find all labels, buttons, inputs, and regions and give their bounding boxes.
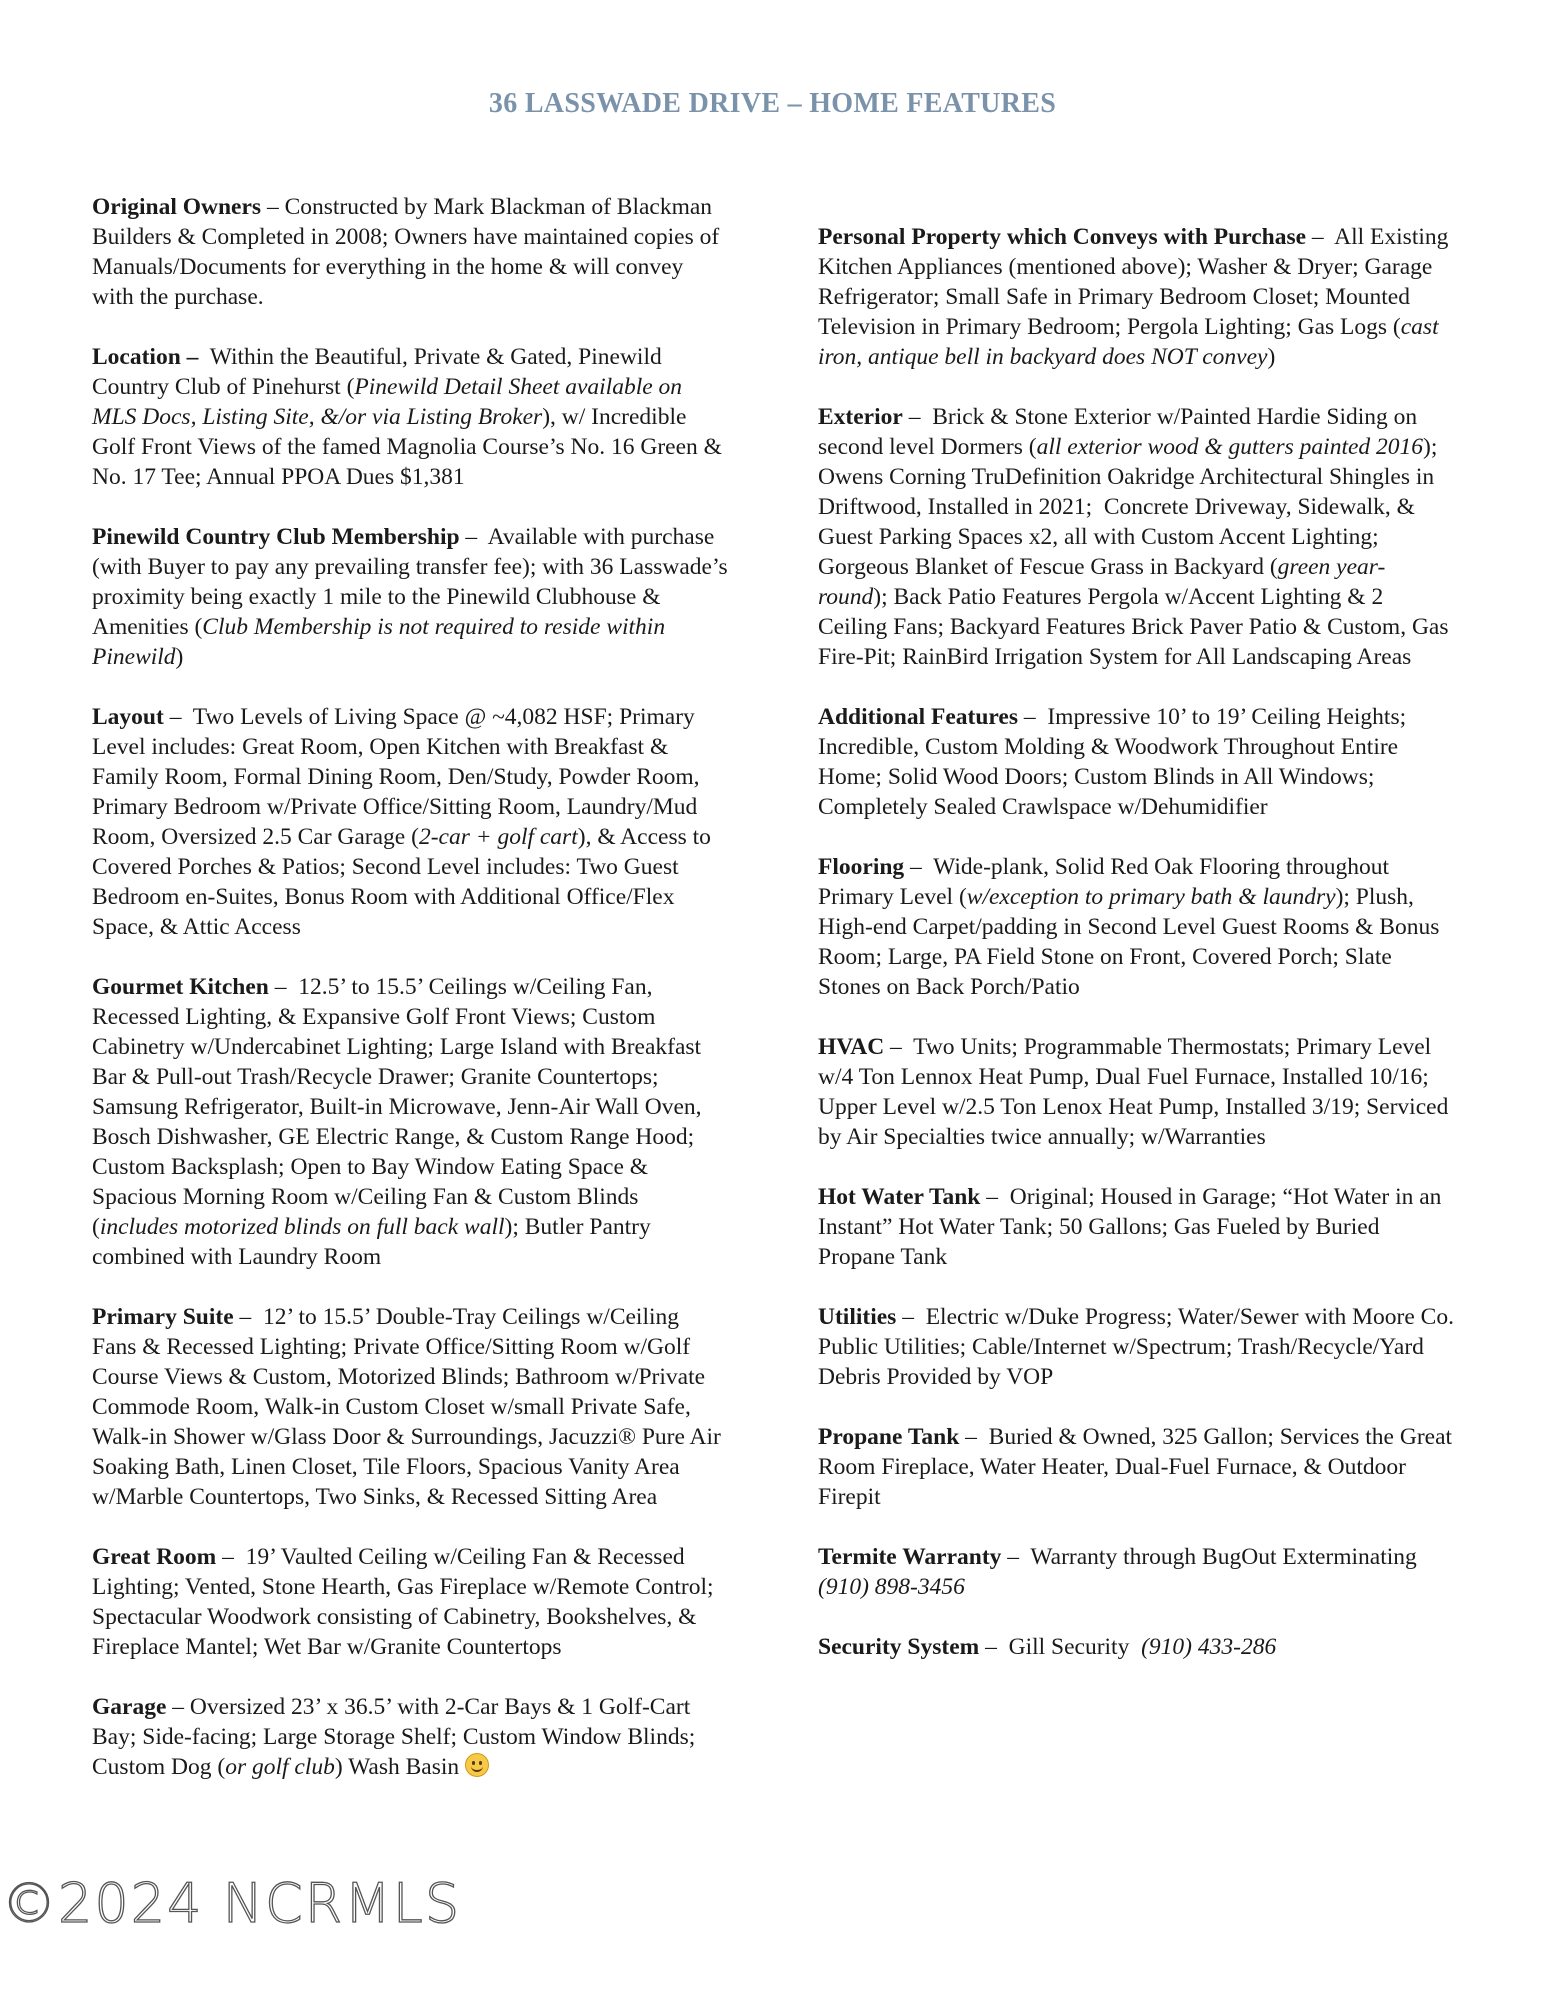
feature-separator: – xyxy=(896,1304,926,1330)
feature-heading: Pinewild Country Club Membership xyxy=(92,524,460,550)
feature-heading: Exterior xyxy=(818,404,903,430)
feature-note-italic: all exterior wood & gutters painted 2016 xyxy=(1036,434,1424,460)
features-left-column xyxy=(92,192,734,1812)
feature-section xyxy=(818,852,1454,1002)
feature-text: ); Butler Pantry combined with Laundry Room xyxy=(92,1214,657,1270)
feature-text: ); Owens Corning TruDefinition Oakridge Architectural Shingles in Driftwood, Installed in 2021; Concrete Driveway, Sidewalk, & Guest Parking Spaces x2, all with Custom Accent Lighting; Gorgeous Blanket of Fescue Grass in Backyard ( xyxy=(818,434,1444,580)
feature-section xyxy=(92,1302,728,1512)
feature-text: 12’ to 15.5’ Double-Tray Ceilings w/Ceiling Fans & Recessed Lighting; Private Office/Sitting Room w/Golf Course Views & Custom, Motorized Blinds; Bathroom w/Private Commode Room, Walk-in Custom Closet w/small Private Safe, Walk-in Shower w/Glass Door & Surroundings, Jacuzzi® Pure Air Soaking Bath, Linen Closet, Tile Floors, Spacious Vanity Area w/Marble Countertops, Two Sinks, & Recessed Sitting Area xyxy=(92,1304,727,1510)
feature-heading: Additional Features xyxy=(818,704,1018,730)
feature-separator: – xyxy=(1017,704,1048,730)
feature-section xyxy=(818,702,1454,822)
feature-text: Original; Housed in Garage; “Hot Water in an Instant” Hot Water Tank; 50 Gallons; Gas Fueled by Buried Propane Tank xyxy=(818,1184,1448,1270)
feature-section xyxy=(818,1302,1460,1392)
feature-text: Buried & Owned, 325 Gallon; Services the Great Room Fireplace, Water Heater, Dual-Fuel Furnace, & Outdoor Firepit xyxy=(818,1424,1458,1510)
feature-text: 12.5’ to 15.5’ Ceilings w/Ceiling Fan, Recessed Lighting, & Expansive Golf Front Views; Custom Cabinetry w/Undercabinet Lighting; Large Island with Breakfast Bar & Pull-out Trash/Recycle Drawer; Granite Countertops; Samsung Refrigerator, Built-in Microwave, Jenn-Air Wall Oven, Bosch Dishwasher, GE Electric Range, & Custom Range Hood; Custom Backsplash; Open to Bay Window Eating Space & Spacious Morning Room w/Ceiling Fan & Custom Blinds ( xyxy=(92,974,708,1240)
feature-note-italic: (910) 898-3456 xyxy=(818,1574,965,1600)
feature-note-italic: w/exception to primary bath & laundry xyxy=(966,884,1336,910)
feature-text: ) xyxy=(175,644,184,670)
feature-separator: – xyxy=(268,974,299,1000)
feature-separator: – xyxy=(959,1424,989,1450)
feature-heading: Flooring xyxy=(818,854,905,880)
feature-section xyxy=(818,1542,1454,1602)
feature-section xyxy=(818,1632,1454,1662)
feature-separator: – xyxy=(979,1634,1009,1660)
feature-text: Two Levels of Living Space @ ~4,082 HSF; Primary Level includes: Great Room, Open Kitchen with Breakfast & Family Room, Formal Dining Room, Den/Study, Powder Room, Primary Bedroom w/Private Office/Sitting Room, Laundry/Mud Room, Oversized 2.5 Car Garage ( xyxy=(92,704,706,850)
feature-section xyxy=(818,1182,1454,1272)
feature-text: Two Units; Programmable Thermostats; Primary Level w/4 Ton Lennox Heat Pump, Dual Fuel Furnace, Installed 10/16; Upper Level w/2.5 Ton Lenox Heat Pump, Installed 3/19; Serviced by Air Specialties twice annually; w/Warranties xyxy=(818,1034,1455,1150)
feature-heading: Termite Warranty xyxy=(818,1544,1002,1570)
feature-note-italic: Club Membership is not required to reside within Pinewild xyxy=(92,614,671,670)
feature-text: All Existing Kitchen Appliances (mentioned above); Washer & Dryer; Garage Refrigerator; Small Safe in Primary Bedroom Closet; Mounted Television in Primary Bedroom; Pergola Lighting; Gas Logs ( xyxy=(818,224,1455,340)
feature-note-italic: or golf club xyxy=(225,1754,335,1780)
feature-text: ), & Access to Covered Porches & Patios; Second Level includes: Two Guest Bedroom en-Suites, Bonus Room with Additional Office/Flex Space, & Attic Access xyxy=(92,824,717,940)
feature-text: Oversized 23’ x 36.5’ with 2-Car Bays & 1 Golf-Cart Bay; Side-facing; Large Storage Shelf; Custom Window Blinds; Custom Dog ( xyxy=(92,1694,702,1780)
feature-text: ); Back Patio Features Pergola w/Accent Lighting & 2 Ceiling Fans; Backyard Features Brick Paver Patio & Custom, Gas Fire-Pit; RainBird Irrigation System for All Landscaping Areas xyxy=(818,584,1455,670)
feature-text: ) Wash Basin xyxy=(334,1754,460,1780)
feature-section xyxy=(92,192,728,312)
feature-text: ); Plush, High-end Carpet/padding in Second Level Guest Rooms & Bonus Room; Large, PA Field Stone on Front, Covered Porch; Slate Stones on Back Porch/Patio xyxy=(818,884,1446,1000)
feature-note-italic: Pinewild Detail Sheet available on MLS Docs, Listing Site, &/or via Listing Broker xyxy=(92,374,688,430)
feature-text: Within the Beautiful, Private & Gated, Pinewild Country Club of Pinehurst ( xyxy=(92,344,668,400)
features-right-column xyxy=(818,222,1460,1692)
feature-note-italic: 2-car + golf cart xyxy=(418,824,578,850)
feature-text: 19’ Vaulted Ceiling w/Ceiling Fan & Recessed Lighting; Vented, Stone Hearth, Gas Fireplace w/Remote Control; Spectacular Woodwork consisting of Cabinetry, Bookshelves, & Fireplace Mantel; Wet Bar w/Granite Countertops xyxy=(92,1544,720,1660)
feature-section xyxy=(92,702,728,942)
feature-separator: – xyxy=(459,524,488,550)
feature-heading: Layout xyxy=(92,704,164,730)
feature-separator: – xyxy=(163,704,193,730)
feature-heading: Personal Property which Conveys with Purchase xyxy=(818,224,1307,250)
feature-heading: Garage xyxy=(92,1694,167,1720)
feature-section xyxy=(92,1692,728,1782)
feature-separator: – xyxy=(216,1544,246,1570)
feature-text: ) xyxy=(1267,344,1276,370)
feature-section xyxy=(92,522,734,672)
feature-section xyxy=(92,342,728,492)
feature-section xyxy=(92,1542,728,1662)
feature-text: Gill Security xyxy=(1008,1634,1142,1660)
feature-separator: – xyxy=(902,404,933,430)
feature-section xyxy=(92,972,728,1272)
feature-separator: – xyxy=(904,854,934,880)
feature-separator: – xyxy=(884,1034,914,1060)
feature-note-italic: (910) 433-286 xyxy=(1141,1634,1277,1660)
feature-heading: HVAC xyxy=(818,1034,885,1060)
feature-text: Constructed by Mark Blackman of Blackman Builders & Completed in 2008; Owners have maintained copies of Manuals/Documents for everything in the home & will convey with the purchase. xyxy=(92,194,726,310)
feature-separator: – xyxy=(233,1304,263,1330)
feature-heading: Security System xyxy=(818,1634,980,1660)
feature-separator: – xyxy=(1001,1544,1031,1570)
feature-section xyxy=(818,1422,1458,1512)
feature-heading: Gourmet Kitchen xyxy=(92,974,269,1000)
feature-separator: – xyxy=(166,1694,190,1720)
feature-text: ), w/ Incredible Golf Front Views of the famed Magnolia Course’s No. 16 Green & No. 17 Tee; Annual PPOA Dues $1,381 xyxy=(92,404,728,490)
feature-separator xyxy=(198,344,209,370)
feature-text: Warranty through BugOut Exterminating xyxy=(1030,1544,1429,1570)
feature-heading: Original Owners xyxy=(92,194,262,220)
feature-separator: – xyxy=(980,1184,1010,1210)
feature-heading: Utilities xyxy=(818,1304,897,1330)
feature-note-italic: includes motorized blinds on full back wall xyxy=(99,1214,505,1240)
page-title: 36 LASSWADE DRIVE – HOME FEATURES xyxy=(488,88,1057,119)
feature-separator: – xyxy=(1306,224,1335,250)
feature-section xyxy=(818,1032,1454,1152)
feature-text: Electric w/Duke Progress; Water/Sewer with Moore Co. Public Utilities; Cable/Internet w/Spectrum; Trash/Recycle/Yard Debris Provided by VOP xyxy=(818,1304,1460,1390)
watermark: ©2024 NCRMLS xyxy=(2,1872,462,1935)
feature-heading: Great Room xyxy=(92,1544,217,1570)
feature-heading: Primary Suite xyxy=(92,1304,234,1330)
feature-text: Wide-plank, Solid Red Oak Flooring throughout Primary Level ( xyxy=(818,854,1395,910)
feature-heading: Propane Tank xyxy=(818,1424,960,1450)
smiley-emoji-icon xyxy=(465,1753,489,1777)
feature-section xyxy=(818,402,1454,672)
feature-section xyxy=(818,222,1454,372)
feature-note-italic: green year-round xyxy=(818,554,1386,610)
feature-note-italic: cast iron, antique bell in backyard does NOT convey xyxy=(818,314,1445,370)
feature-heading: Hot Water Tank xyxy=(818,1184,981,1210)
feature-text: Brick & Stone Exterior w/Painted Hardie Siding on second level Dormers ( xyxy=(818,404,1424,460)
feature-text: Impressive 10’ to 19’ Ceiling Heights; Incredible, Custom Molding & Woodwork Throughout Entire Home; Solid Wood Doors; Custom Blinds in All Windows; Completely Sealed Crawlspace w/Dehumidifier xyxy=(818,704,1412,820)
feature-text: Available with purchase (with Buyer to pay any prevailing transfer fee); with 36 Lasswade’s proximity being exactly 1 mile to the Pinewild Clubhouse & Amenities ( xyxy=(92,524,734,640)
feature-separator: – xyxy=(261,194,285,220)
feature-heading: Location – xyxy=(92,344,199,370)
